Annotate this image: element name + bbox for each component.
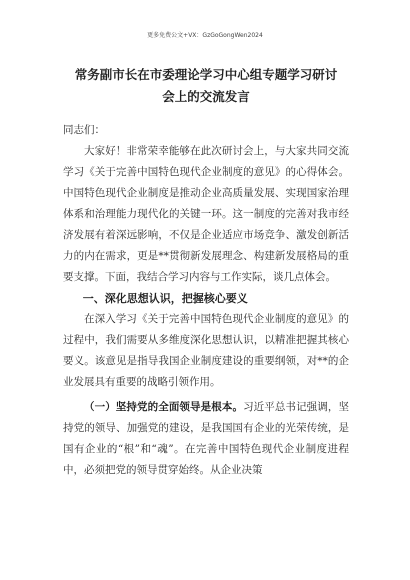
document-title: 常务副市长在市委理论学习中心组专题学习研讨会上的交流发言 (74, 67, 338, 104)
point-lead: （一）坚持党的全面领导是根本。 (84, 401, 244, 413)
section-heading: 一、深化思想认识，把握核心要义 (82, 292, 248, 305)
point-body: 习近平总书记强调，坚持党的领导、加强党的建设，是我国国有企业的光荣传统，是国有企业的“根”和“魂”。在完善中国特色现代企业制度进程中，必须把党的领导贯穿始终。从企业决策 (63, 401, 349, 476)
intro-paragraph: 大家好！非常荣幸能够在此次研讨会上，与大家共同交流学习《关于完善中国特色现代企业制度的意见》的心得体会。中国特色现代企业制度是推动企业高质量发展、实现国家治理体系和治理能力现代化的关键一环。这一制度的完善对我市经济发展有着深远影响，不仅是企业适应市场竞争、激发创新活力的内在需求，更是**贯彻新发展理念、构建新发展格局的重要支撑。下面，我结合学习内容与工作实际，谈几点体会。 (63, 145, 349, 283)
document-body (63, 120, 349, 481)
point-paragraph (63, 397, 349, 481)
watermark-text: 更多免费公文+VX：GzGoGongWen2024 (147, 32, 263, 39)
greeting: 同志们： (63, 124, 105, 136)
section-paragraph: 在深入学习《关于完善中国特色现代企业制度的意见》的过程中，我们需要从多维度深化思想认识，以精准把握其核心要义。该意见是指导我国企业制度建设的重要纲领，对**的企业发展具有重要的战略引领作用。 (63, 313, 349, 388)
